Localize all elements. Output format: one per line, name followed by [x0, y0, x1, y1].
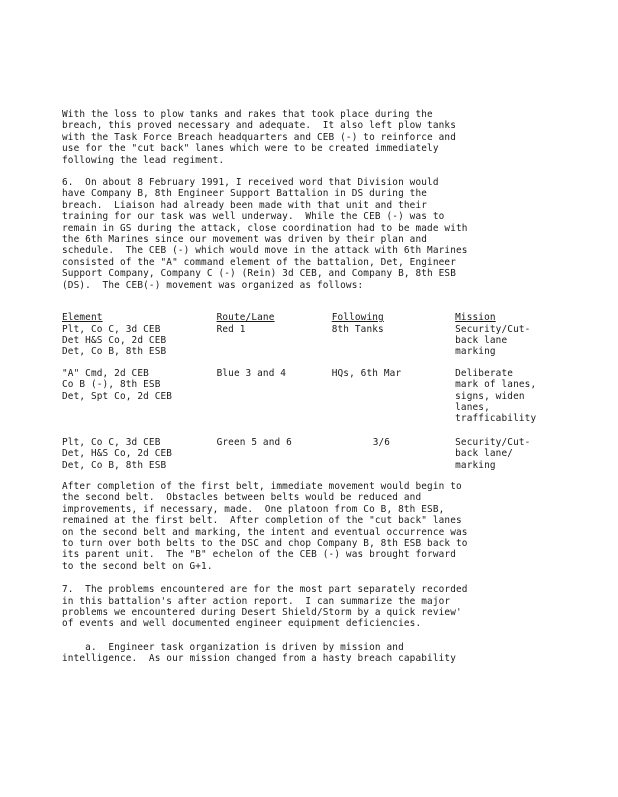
- cell-element: Plt, Co C, 3d CEB Det, H&S Co, 2d CEB Det, Co B, 8th ESB: [62, 436, 173, 471]
- cell-following: 8th Tanks: [331, 323, 384, 335]
- table-row: [62, 358, 562, 425]
- cell-route: Blue 3 and 4: [216, 367, 287, 379]
- cell-mission: Deliberate mark of lanes, signs, widen lanes, trafficability: [455, 367, 537, 425]
- document-page: [62, 109, 562, 665]
- movement-organization-table: [62, 312, 562, 471]
- header-following: Following: [331, 312, 384, 324]
- table-row: [62, 425, 562, 471]
- cell-following: HQs, 6th Mar: [331, 367, 402, 379]
- header-route-lane: Route/Lane: [216, 312, 275, 324]
- cell-element: "A" Cmd, 2d CEB Co B (-), 8th ESB Det, Spt Co, 2d CEB: [62, 367, 173, 402]
- paragraph-6: 6. On about 8 February 1991, I received word that Division would have Company B, 8th Engineer Support Battalion in DS during the breach. Liaison had already been made with that unit and their training for our task was well underway. While the CEB (-) was to remain in GS during the attack, close coordination had to be made with the 6th Marines since our movement was driven by their plan and schedule. The CEB (-) which would move in the attack with 6th Marines consisted of the "A" command element of the battalion, Det, Engineer Support Company, Company C (-) (Rein) 3d CEB, and Company B, 8th ESB (DS). The CEB(-) movement was organized as follows:: [62, 177, 468, 291]
- header-mission: Mission: [455, 312, 496, 324]
- paragraph-7: 7. The problems encountered are for the most part separately recorded in this battalion's after action report. I can summarize the major problems we encountered during Desert Shield/Storm by a quick review' of events and well documented engineer equipment deficiencies.: [62, 584, 468, 630]
- header-element: Element: [62, 312, 103, 324]
- cell-route: Red 1: [216, 323, 246, 335]
- table-row: [62, 324, 562, 358]
- cell-mission: Security/Cut- back lane/ marking: [455, 436, 531, 471]
- paragraph-intro: With the loss to plow tanks and rakes that took place during the breach, this proved necessary and adequate. It also left plow tanks with the Task Force Breach headquarters and CEB (-) to reinforce and use for the "cut back" lanes which were to be created immediately following the lead regiment.: [62, 109, 457, 166]
- cell-route: Green 5 and 6: [216, 436, 292, 448]
- cell-following: 3/6: [372, 436, 391, 448]
- cell-element: Plt, Co C, 3d CEB Det H&S Co, 2d CEB Det, Co B, 8th ESB: [62, 323, 167, 358]
- cell-mission: Security/Cut- back lane marking: [455, 323, 531, 358]
- table-header-row: [62, 312, 562, 323]
- paragraph-7a: a. Engineer task organization is driven by mission and intelligence. As our mission changed from a hasty breach capability: [62, 641, 457, 665]
- paragraph-after-movement: After completion of the first belt, immediate movement would begin to the second belt. Obstacles between belts would be reduced and improvements, if necessary, made. One platoon from Co B, 8th ESB, remained at the first belt. After completion of the "cut back" lanes on the second belt and marking, the intent and eventual occurrence was to turn over both belts to the DSC and chop Company B, 8th ESB back to its parent unit. The "B" echelon of the CEB (-) was brought forward to the second belt on G+1.: [62, 480, 468, 572]
